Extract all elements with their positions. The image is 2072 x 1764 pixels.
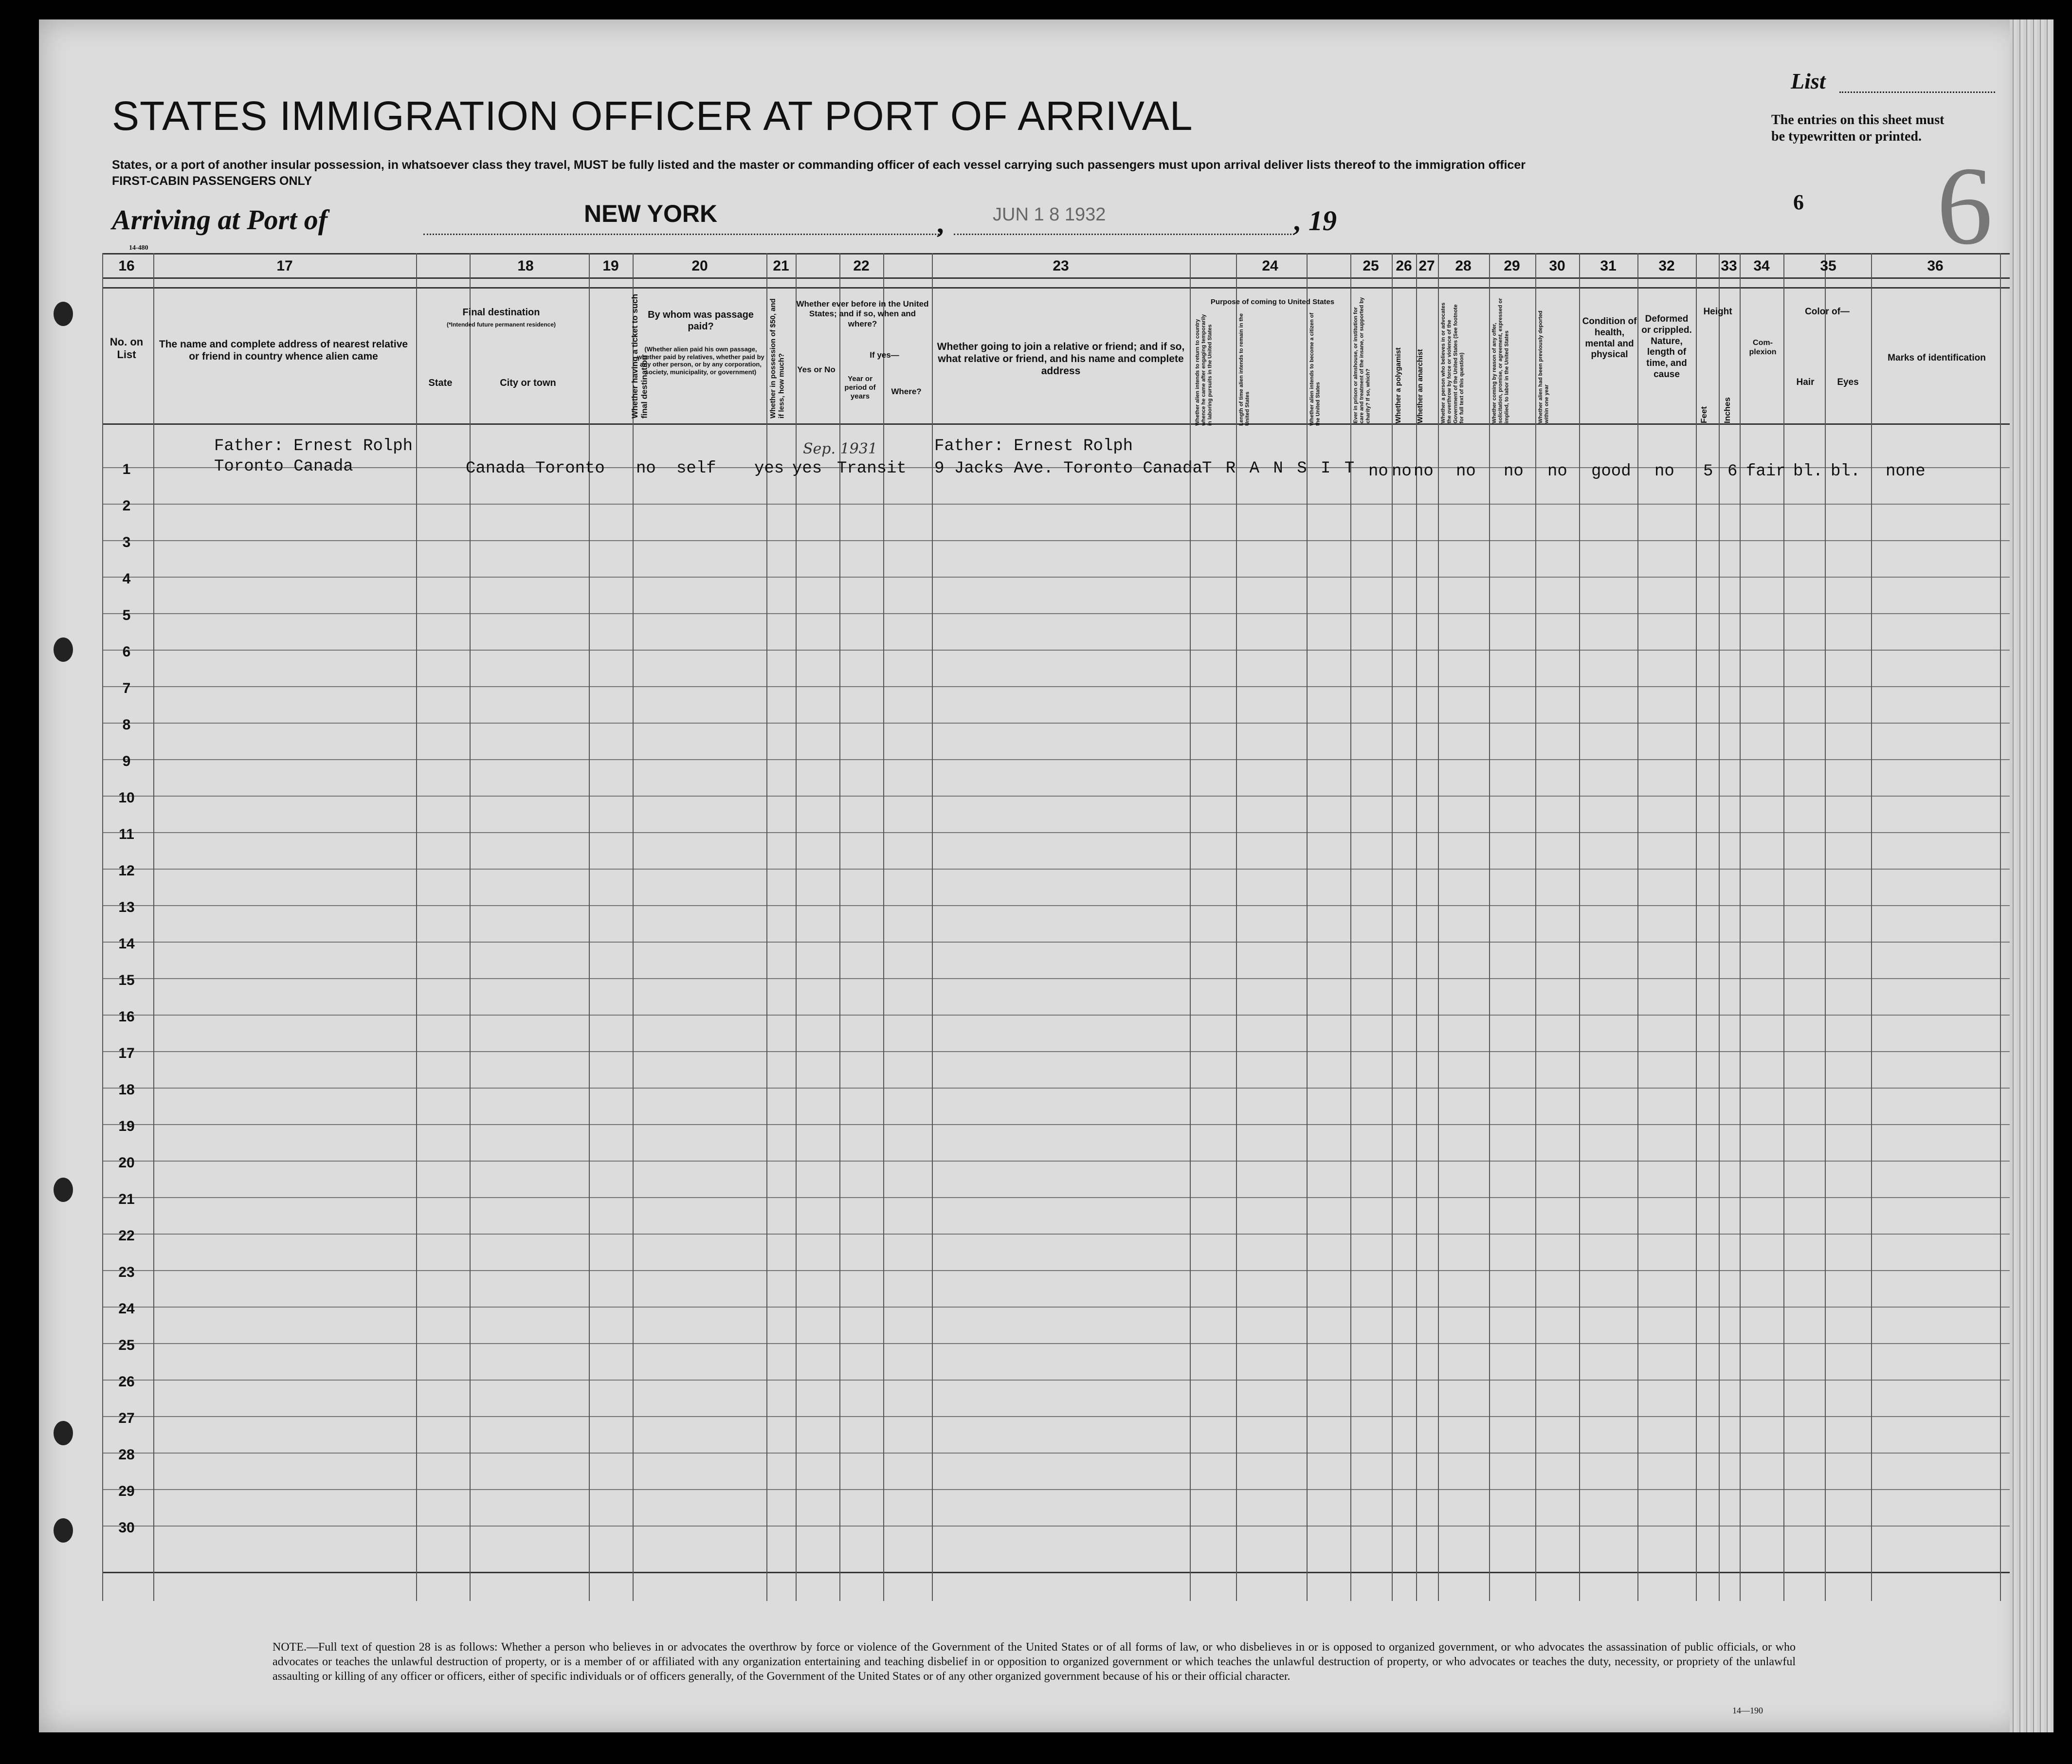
relative-line-1: Father: Ernest Rolph (214, 437, 413, 455)
year-label: , 19 (1294, 205, 1337, 236)
sheet-number: 6 (1793, 190, 1804, 214)
header-purpose-length: Length of time alien intends to remain in the United States (1238, 313, 1251, 426)
row-rule (102, 686, 2015, 687)
column-rule (1825, 253, 1826, 1601)
row-rule (102, 650, 2015, 651)
form-code: 14—190 (1732, 1706, 1763, 1715)
header-yes-or-no: Yes or No (797, 365, 836, 374)
column-rule (1535, 253, 1536, 1601)
join-line-2: 9 Jacks Ave. Toronto Canada (934, 459, 1202, 478)
column-rule (1416, 253, 1417, 1601)
column-rule (1438, 253, 1439, 1601)
column-number: 31 (1600, 258, 1617, 274)
row-number: 12 (118, 863, 135, 879)
inches-value: 6 (1727, 462, 1738, 481)
row-number: 26 (118, 1374, 135, 1390)
column-number: 17 (276, 258, 293, 274)
header-where: Where? (891, 387, 922, 396)
passage-paid-value: self (676, 459, 716, 478)
header-passage-paid-note: (Whether alien paid his own passage, whether paid by relatives, whether paid by any other person, or by any corporation, society, municipality, or government) (637, 346, 764, 376)
header-no-on-list: No. on List (109, 336, 144, 361)
where-value: Transit (837, 459, 907, 478)
column-rule (883, 253, 884, 1601)
row-number: 3 (122, 534, 131, 550)
row-rule (102, 1489, 2015, 1490)
column-rule (1783, 253, 1784, 1601)
condition-value: good (1591, 462, 1631, 481)
column-number: 23 (1053, 258, 1069, 274)
row-number: 8 (122, 717, 131, 733)
port-name: NEW YORK (584, 200, 718, 227)
header-q30: Whether alien had been previously deported within one year (1538, 310, 1550, 423)
row-number: 25 (118, 1337, 135, 1353)
column-number: 21 (773, 258, 789, 274)
column-number: 26 (1396, 258, 1412, 274)
eyes-value: bl. (1831, 462, 1861, 481)
complexion-value: fair (1746, 462, 1786, 481)
column-rule (1307, 253, 1308, 1601)
footnote: NOTE.—Full text of question 28 is as follows: Whether a person who believes in or advocates the overthrow by force or violence of the Government of the United States or of all forms of law, or who disbelieves in or is opposed to organized government, or who advocates the assassination of public officials, or who advocates or teaches the unlawful destruction of property, or is a member of or affiliated with any organization entertaining and teaching disbelief in or opposition to organized government or which teaches the unlawful destruction of property, or who advocates or teaches the duty, necessity, or propriety of the unlawful assaulting or killing of any officer or officers, either of specific individuals or of officers generally, of the Government of the United States or of any other organized government because of his or their official character. (273, 1641, 1796, 1683)
row-number: 10 (118, 790, 135, 806)
ticket-value: no (636, 459, 656, 478)
punch-hole (54, 637, 73, 662)
column-number: 32 (1658, 258, 1675, 274)
column-rule (1350, 253, 1351, 1601)
row-rule (102, 1051, 2015, 1052)
row-number: 28 (118, 1447, 135, 1463)
row-number: 1 (122, 461, 131, 477)
row-rule (102, 942, 2015, 943)
column-rule (470, 253, 471, 1601)
column-number: 24 (1262, 258, 1278, 274)
column-rule (1637, 253, 1638, 1601)
list-number-line (1839, 91, 1995, 93)
row-rule (102, 1380, 2015, 1381)
arriving-label: Arriving at Port of (112, 204, 328, 236)
row-rule (102, 253, 2015, 255)
marks-value: none (1886, 462, 1926, 481)
possession-value: yes (754, 459, 784, 478)
column-number: 35 (1820, 258, 1836, 274)
instruction-line: States, or a port of another insular possession, in whatsoever class they travel, MUST be fully listed and the master or commanding officer of each vessel carrying such passengers must upon arrival deliver lists thereof to the immigration officer (112, 158, 1526, 172)
column-number: 16 (118, 258, 135, 274)
column-number: 28 (1455, 258, 1472, 274)
row-number: 19 (118, 1118, 135, 1134)
row-rule (102, 759, 2015, 760)
row-rule (102, 1343, 2015, 1344)
header-state: State (428, 378, 453, 388)
row-number: 2 (122, 498, 131, 514)
row-number: 13 (118, 899, 135, 915)
header-q28: Whether a person who believes in or advocates the overthrow by force or violence of the Government of the United States (See footnote for full text of this question) (1440, 302, 1465, 423)
anarchist-value: no (1414, 462, 1434, 481)
row-rule (102, 1088, 2015, 1089)
row-rule (102, 423, 2015, 425)
column-number: 22 (853, 258, 870, 274)
row-rule (102, 1161, 2015, 1162)
header-final-destination-note: (*Intended future permanent residence) (446, 321, 556, 328)
port-dotted-line (423, 234, 939, 235)
column-rule (1719, 253, 1720, 1601)
row-rule (102, 287, 2015, 289)
manifest-sheet (39, 19, 2024, 1732)
punch-hole (54, 1178, 73, 1202)
ever-before-value: yes (792, 459, 822, 478)
column-rule (1740, 253, 1741, 1601)
header-marks: Marks of identification (1888, 353, 1986, 363)
row-number: 30 (118, 1520, 135, 1536)
column-rule (633, 253, 634, 1601)
column-number: 18 (517, 258, 534, 274)
page-edge (2010, 19, 2054, 1732)
class-label: FIRST-CABIN PASSENGERS ONLY (112, 174, 312, 188)
header-prison: Ever in prison or almshouse, or institution for care and treatment of the insane, or supported by charity? If so, which? (1353, 297, 1371, 423)
punch-hole (54, 302, 73, 326)
header-polygamist: Whether a polygamist (1394, 347, 1402, 423)
comma: , (937, 207, 944, 239)
column-rule (1696, 253, 1697, 1601)
column-rule (1190, 253, 1191, 1601)
header-anarchist: Whether an anarchist (1416, 349, 1424, 423)
column-number: 34 (1753, 258, 1770, 274)
column-rule (1489, 253, 1490, 1601)
form-code-top: 14-480 (129, 244, 148, 252)
header-possession: Whether in possession of $50, and if less, how much? (769, 298, 786, 418)
row-number: 24 (118, 1301, 135, 1317)
q28-value: no (1456, 462, 1476, 481)
dest-state: Canada (466, 459, 526, 478)
q30-value: no (1547, 462, 1567, 481)
column-number: 29 (1504, 258, 1520, 274)
row-rule (102, 1416, 2015, 1417)
row-number: 9 (122, 753, 131, 769)
column-number: 33 (1721, 258, 1737, 274)
column-rule (932, 253, 933, 1601)
row-number: 15 (118, 972, 135, 988)
row-rule (102, 1197, 2015, 1198)
header-purpose: Purpose of coming to United States (1210, 298, 1335, 306)
punch-hole (54, 1421, 73, 1445)
row-number: 16 (118, 1009, 135, 1025)
row-rule (102, 832, 2015, 833)
header-purpose-citizen: Whether alien intends to become a citizen of the United States (1309, 312, 1321, 426)
header-deformed: Deformed or crippled. Nature, length of time, and cause (1641, 314, 1692, 380)
header-year-period: Year or period of years (844, 375, 876, 400)
relative-line-2: Toronto Canada (214, 457, 353, 476)
row-rule (102, 1526, 2015, 1527)
row-rule (102, 978, 2015, 979)
dest-city: Toronto (535, 459, 605, 478)
column-number: 19 (602, 258, 619, 274)
row-number: 4 (122, 571, 131, 587)
manifest-table (102, 253, 2015, 1601)
column-rule (1392, 253, 1393, 1601)
header-height: Height (1703, 307, 1732, 317)
row-number: 6 (122, 644, 131, 660)
row-rule (102, 796, 2015, 797)
header-if-yes: If yes— (870, 350, 899, 360)
column-rule (796, 253, 797, 1601)
column-rule (766, 253, 767, 1601)
prison-value: no (1368, 462, 1388, 481)
header-hair: Hair (1796, 377, 1815, 387)
header-eyes: Eyes (1837, 377, 1859, 387)
row-rule (102, 540, 2015, 541)
row-number: 27 (118, 1410, 135, 1426)
row-rule (102, 723, 2015, 724)
header-ever-before: Whether ever before in the United States; and if so, when and where? (796, 299, 929, 328)
header-complexion: Com- plexion (1749, 339, 1777, 357)
header-passage-paid: By whom was passage paid? (648, 309, 754, 332)
column-rule (102, 253, 103, 1601)
column-number: 36 (1927, 258, 1944, 274)
date-dotted-line (954, 234, 1294, 235)
column-rule (589, 253, 590, 1601)
column-rule (1579, 253, 1580, 1601)
column-rule (416, 253, 417, 1601)
column-number: 30 (1549, 258, 1565, 274)
row-rule (102, 613, 2015, 614)
row-rule (102, 1307, 2015, 1308)
header-nearest-relative: The name and complete address of nearest relative or friend in country whence alien came (159, 339, 408, 363)
row-rule (102, 577, 2015, 578)
row-number: 11 (119, 826, 134, 842)
punch-hole (54, 1518, 73, 1543)
row-rule (102, 905, 2015, 906)
row-rule (102, 1234, 2015, 1235)
header-color-of: Color of— (1805, 307, 1850, 317)
entries-note: The entries on this sheet must be typewritten or printed. (1771, 112, 1945, 144)
row-number: 17 (118, 1045, 135, 1061)
row-rule (102, 1270, 2015, 1271)
row-number: 20 (118, 1155, 135, 1171)
header-inches: Inches (1723, 397, 1732, 423)
row-number: 18 (118, 1082, 135, 1098)
row-number: 23 (118, 1264, 135, 1280)
q29-value: no (1504, 462, 1524, 481)
header-condition: Condition of health, mental and physical (1582, 316, 1637, 360)
row-number: 22 (118, 1228, 135, 1244)
row-number: 7 (122, 680, 131, 696)
header-city: City or town (500, 378, 556, 388)
row-rule (102, 504, 2015, 505)
row-rule (102, 1572, 2015, 1573)
row-number: 21 (118, 1191, 135, 1207)
column-number: 27 (1418, 258, 1435, 274)
row-number: 5 (122, 607, 131, 623)
year-period-handwritten: Sep. 1931 (803, 440, 877, 457)
feet-value: 5 (1703, 462, 1713, 481)
hair-value: bl. (1793, 462, 1823, 481)
large-page-number: 6 (1937, 144, 1993, 268)
header-feet: Feet (1699, 406, 1708, 423)
row-rule (102, 869, 2015, 870)
list-label: List (1791, 69, 1826, 93)
row-rule (102, 1124, 2015, 1125)
row-rule (102, 277, 2015, 279)
column-rule (1236, 253, 1237, 1601)
header-q29: Whether coming by reason of any offer, solicitation, promise, or agreement, expressed or implied, to labor in the United States (1491, 298, 1510, 423)
column-number: 25 (1363, 258, 1379, 274)
column-rule (1871, 253, 1872, 1601)
join-line-1: Father: Ernest Rolph (934, 437, 1133, 455)
column-rule (153, 253, 154, 1601)
date-stamp: JUN 1 8 1932 (993, 204, 1106, 225)
page-title: STATES IMMIGRATION OFFICER AT PORT OF ARRIVAL (112, 93, 1193, 139)
header-ticket: Whether having a ticket to such final destination (630, 294, 649, 418)
row-number: 14 (118, 936, 135, 952)
header-purpose-return: Whether alien intends to return to country whence he came after engaging temporarily in laboring pursuits in the United States (1195, 314, 1213, 426)
column-rule (2000, 253, 2001, 1601)
deformed-value: no (1654, 462, 1674, 481)
header-final-destination: Final destination (462, 307, 540, 318)
purpose-value: T R A N S I T (1202, 459, 1357, 478)
header-join-relative: Whether going to join a relative or friend; and if so, what relative or friend, and his name and complete address (937, 341, 1185, 377)
column-number: 20 (691, 258, 708, 274)
row-number: 29 (118, 1483, 135, 1499)
polygamist-value: no (1392, 462, 1412, 481)
row-rule (102, 1015, 2015, 1016)
row-rule (102, 1453, 2015, 1454)
